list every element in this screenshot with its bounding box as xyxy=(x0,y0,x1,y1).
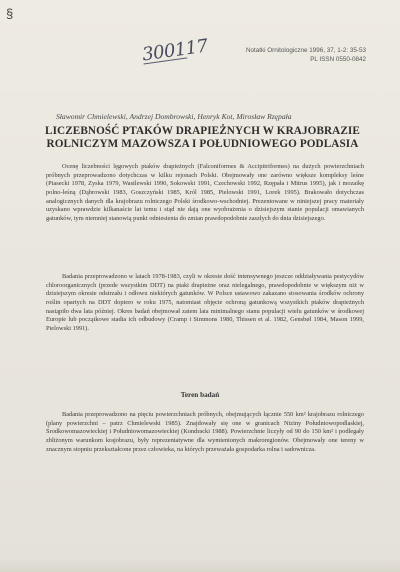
paragraph-text: Ocenę liczebności lęgowych ptaków drapieżnych (Falconiformes & Accipitriformes) na dużych powierzchniach próbnych przeprowadzono dotychczas w kilku rejonach Polski. Obejmowały one zarówno większe kompleksy leśne (Piasecki 1978, Zyska 1979, Wasilewski 1990, Sokowski 1991, Czechowski 1992, Rzępała i Mitrus 1995), jak i mozaikę polno-leśną (Dąbrowski 1983, Goszczyński 1985, Król 1985, Pielowski 1991, Lorek 1995). Brakowało dotychczas analogicznych danych dla krajobrazu rolniczego Polski środkowo-wschodniej. Prezentowane w niniejszej pracy materiały uzyskano wprawdzie kilkanaście lat temu i stąd nie dają one wyobrażenia o dzisiejszym stanie populacji omawianych gatunków, tym niemniej stanowią punkt odniesienia do zmian prawdopodobnie zaszłych do dnia dzisiejszego. xyxy=(46,163,364,222)
title-line-2: ROLNICZYM MAZOWSZA I POŁUDNIOWEGO PODLASIA xyxy=(46,138,359,150)
title-line-1: LICZEBNOŚĆ PTAKÓW DRAPIEŻNYCH W KRAJOBRAZIE xyxy=(45,125,360,137)
corner-mark: § xyxy=(6,6,14,21)
paragraph-text: Badania przeprowadzono w latach 1978-1983, czyli w okresie dość intensywnego jeszcze oddziaływania pestycydów chloroorganicznych (przede wszystkim DDT) na ptaki drapieżne oraz nielegalnego, prawdopodobnie w większym niż w dzisiejszym okresie odstrzału i odłowu niektórych gatunków. W Polsce ustawowo zakazano stosowania środków ochrony roślin opartych na DDT dopiero w roku 1975, natomiast objęcie ochroną gatunkową wszystkich ptaków drapieżnych nastąpiło dwa lata później. Okres badań obejmował zatem lata minimalnego stanu populacji wielu gatunków w środkowej Europie lub początkowe stadia ich odbudowy (Cramp i Simmons 1980, Thissen et al. 1982, Gensbøl 1984, Mason 1999, Pielowski 1991). xyxy=(46,273,364,332)
page-shadow xyxy=(0,558,400,572)
body-paragraph-1 xyxy=(46,163,364,224)
handwritten-note xyxy=(141,36,209,65)
journal-header xyxy=(216,46,366,64)
authors-line: Sławomir Chmielewski, Andrzej Dombrowski, Henryk Kot, Mirosław Rzępała xyxy=(56,112,292,121)
journal-issn: PL ISSN 0550-0842 xyxy=(310,56,366,63)
handwritten-note-text: 300117 xyxy=(140,35,209,66)
body-paragraph-2 xyxy=(46,273,364,334)
paragraph-text: Badania przeprowadzono na pięciu powierzchniach próbnych, obejmujących łącznie 550 km² krajobrazu rolniczego (plany powierzchni – patrz Chmielewski 1985). Znajdowały się one w granicach Niziny Południowopodlaskiej, Środkowomazowieckiej i Południowomazowieckiej (Kondracki 1988). Powierzchnie liczyły od 90 do 150 km² i podlegały zbliżonym warunkom krajobrazu, były reprezentatywne dla wymienionych makroregionów. Obejmowały one tereny w znacznym stopniu przekształcone przez człowieka, na których przeważała gospodarka rolna i sadownicza. xyxy=(46,411,364,453)
journal-citation: Notatki Ornitologiczne 1996, 37, 1-2: 35-53 xyxy=(245,47,366,54)
body-paragraph-3 xyxy=(46,411,364,454)
paper-title xyxy=(40,125,365,151)
section-heading: Teren badań xyxy=(180,391,220,399)
